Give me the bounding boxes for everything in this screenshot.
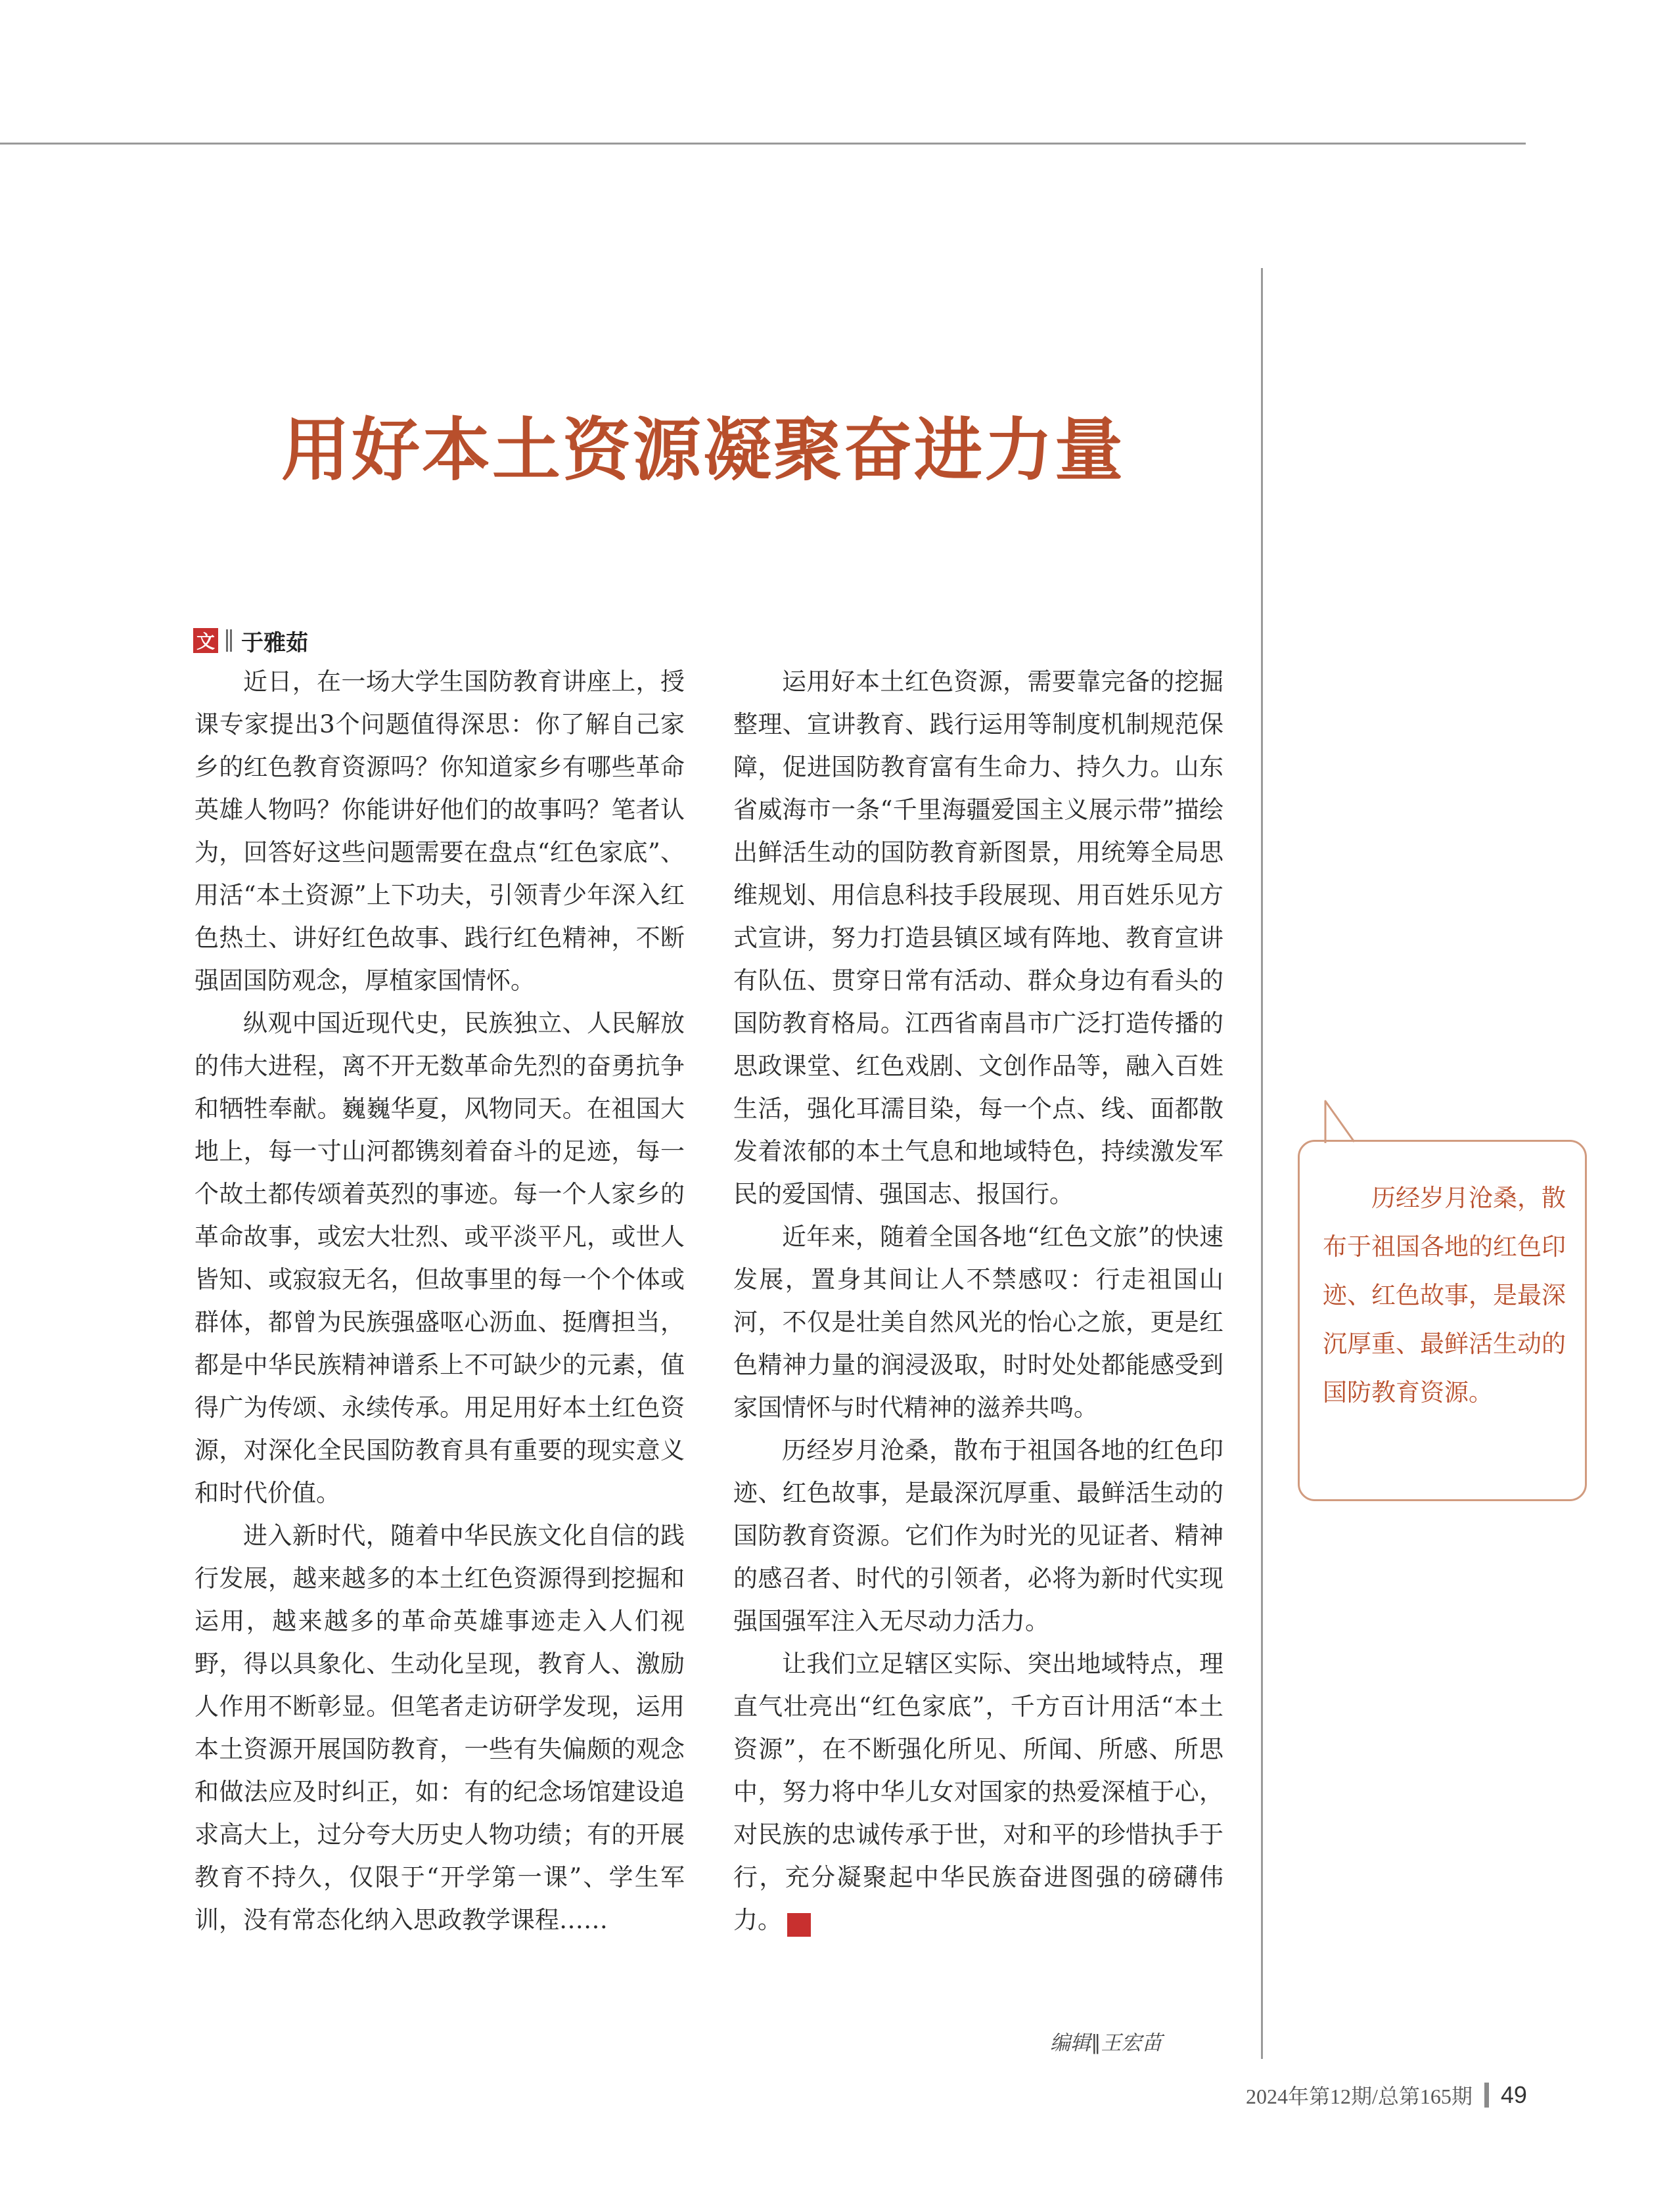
right-column — [733, 660, 1223, 1941]
left-column — [194, 660, 685, 1941]
byline — [193, 624, 308, 657]
paragraph: 历经岁月沧桑，散布于祖国各地的红色印迹、红色故事，是最深沉厚重、最鲜活生动的国防教育资源。它们作为时光的见证者、精神的感召者、时代的引领者，必将为新时代实现强国强军注入无尽动力活力。 — [733, 1436, 1223, 1635]
author-name: 于雅茹 — [241, 629, 308, 656]
issue-info: 2024年第12期/总第165期 — [1246, 2085, 1473, 2108]
paragraph: 纵观中国近现代史，民族独立、人民解放的伟大进程，离不开无数革命先烈的奋勇抗争和牺牲奉献。巍巍华夏，风物同天。在祖国大地上，每一寸山河都镌刻着奋斗的足迹，每一个故土都传颂着英烈的事迹。每一个人家乡的革命故事，或宏大壮烈、或平淡平凡，或世人皆知、或寂寂无名，但故事里的每一个个体或群体，都曾为民族强盛呕心沥血、挺膺担当，都是中华民族精神谱系上不可缺少的元素，值得广为传颂、永续传承。用足用好本土红色资源，对深化全民国防教育具有重要的现实意义和时代价值。 — [194, 1009, 685, 1507]
paragraph: 进入新时代，随着中华民族文化自信的践行发展，越来越多的本土红色资源得到挖掘和运用，越来越多的革命英雄事迹走入人们视野，得以具象化、生动化呈现，教育人、激励人作用不断彰显。但笔者走访研学发现，运用本土资源开展国防教育，一些有失偏颇的观念和做法应及时纠正，如：有的纪念场馆建设追求高大上，过分夸大历史人物功绩；有的开展教育不持久，仅限于“开学第一课”、学生军训，没有常态化纳入思政教学课程…… — [194, 1522, 685, 1934]
paragraph: 近日，在一场大学生国防教育讲座上，授课专家提出3个问题值得深思：你了解自己家乡的红色教育资源吗？你知道家乡有哪些革命英雄人物吗？你能讲好他们的故事吗？笔者认为，回答好这些问题需要在盘点“红色家底”、用活“本土资源”上下功夫，引领青少年深入红色热土、讲好红色故事、践行红色精神，不断强固国防观念，厚植家国情怀。 — [194, 667, 685, 995]
editor-credit: 编辑∥王宏苗 — [1050, 2031, 1162, 2055]
side-rule — [1261, 268, 1263, 2059]
author-tag: 文 — [193, 628, 218, 653]
byline-separator — [226, 629, 232, 652]
paragraph-last-text: 让我们立足辖区实际、突出地域特点，理直气壮亮出“红色家底”，千方百计用活“本土资源”，在不断强化所见、所闻、所感、所思中，努力将中华儿女对国家的热爱深植于心，对民族的忠诚传承于世，对和平的珍惜执手于行，充分凝聚起中华民族奋进图强的磅礴伟力。 — [733, 1650, 1223, 1934]
paragraph: 近年来，随着全国各地“红色文旅”的快速发展，置身其间让人不禁感叹：行走祖国山河，不仅是壮美自然风光的怡心之旅，更是红色精神力量的润浸汲取，时时处处都能感受到家国情怀与时代精神的滋养共鸣。 — [733, 1223, 1223, 1422]
footer-divider — [1484, 2083, 1489, 2108]
article-title: 用好本土资源凝聚奋进力量 — [281, 410, 1125, 490]
paragraph-last — [733, 1642, 1223, 1941]
top-rule — [0, 143, 1526, 145]
end-mark-icon: G — [787, 1913, 811, 1937]
page-number: 49 — [1500, 2081, 1527, 2108]
page-footer — [1246, 2082, 1527, 2108]
pull-quote-text: 历经岁月沧桑，散布于祖国各地的红色印迹、红色故事，是最深沉厚重、最鲜活生动的国防教育资源。 — [1323, 1184, 1566, 1407]
paragraph: 运用好本土红色资源，需要靠完备的挖掘整理、宣讲教育、践行运用等制度机制规范保障，促进国防教育富有生命力、持久力。山东省威海市一条“千里海疆爱国主义展示带”描绘出鲜活生动的国防教育新图景，用统筹全局思维规划、用信息科技手段展现、用百姓乐见方式宣讲，努力打造县镇区域有阵地、教育宣讲有队伍、贯穿日常有活动、群众身边有看头的国防教育格局。江西省南昌市广泛打造传播的思政课堂、红色戏剧、文创作品等，融入百姓生活，强化耳濡目染，每一个点、线、面都散发着浓郁的本土气息和地域特色，持续激发军民的爱国情、强国志、报国行。 — [733, 667, 1223, 1208]
speech-tail-icon — [1324, 1100, 1363, 1143]
